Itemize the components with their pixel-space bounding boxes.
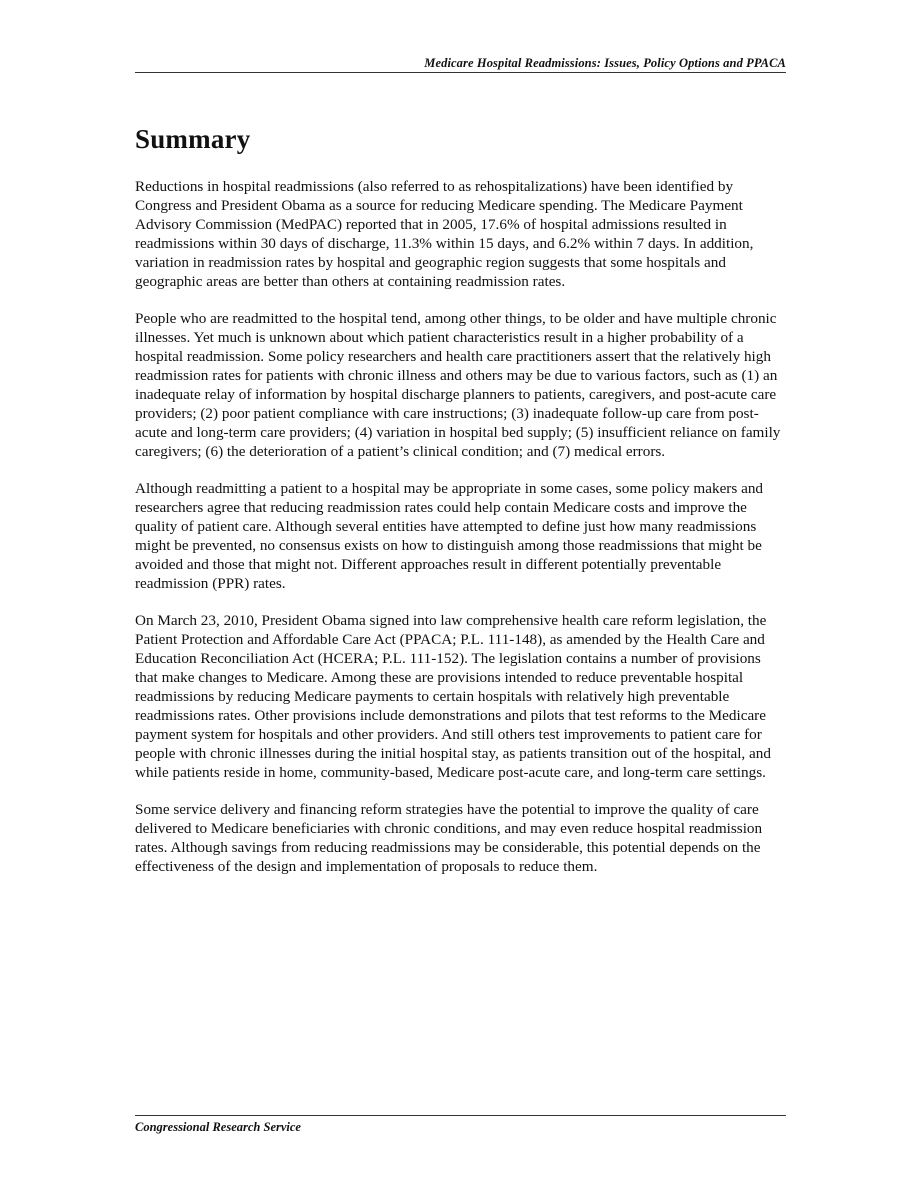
- paragraph-ppaca-provisions: On March 23, 2010, President Obama signed into law comprehensive health care reform legislation, the Patient Protection and Affordable Care Act (PPACA; P.L. 111-148), as amended by the Health Care and Education Reconciliation Act (HCERA; P.L. 111-152). The legislation contains a number of provisions that make changes to Medicare. Among these are provisions intended to reduce preventable hospital readmissions by reducing Medicare payments to certain hospitals with relatively high preventable readmissions rates. Other provisions include demonstrations and pilots that test reforms to the Medicare payment system for hospitals and other providers. And still others test improvements to patient care for people with chronic illnesses during the initial hospital stay, as patients transition out of the hospital, and while patients reside in home, community-based, Medicare post-acute care, and long-term care settings.: [135, 612, 771, 781]
- paragraph-reform-strategies: Some service delivery and financing reform strategies have the potential to improve the quality of care delivered to Medicare beneficiaries with chronic conditions, and may even reduce hospital readmission rates. Although savings from reducing readmissions may be considerable, this potential depends on the effectiveness of the design and implementation of proposals to reduce them.: [135, 801, 763, 875]
- paragraph-readmission-rates: Reductions in hospital readmissions (also referred to as rehospitalizations) have been identified by Congress and President Obama as a source for reducing Medicare spending. The Medicare Payment Advisory Commission (MedPAC) reported that in 2005, 17.6% of hospital admissions resulted in readmissions within 30 days of discharge, 11.3% within 15 days, and 6.2% within 7 days. In addition, variation in readmission rates by hospital and geographic region suggests that some hospitals and geographic areas are better than others at containing readmission rates.: [135, 178, 754, 290]
- paragraph-preventable-readmissions: Although readmitting a patient to a hospital may be appropriate in some cases, some policy makers and researchers agree that reducing readmission rates could help contain Medicare costs and improve the quality of patient care. Although several entities have attempted to define just how many readmissions might be prevented, no consensus exists on how to distinguish among those readmissions that might be avoided and those that might not. Different approaches result in different potentially preventable readmission (PPR) rates.: [135, 480, 764, 592]
- section-title: Summary: [135, 124, 251, 154]
- paragraph-readmission-factors: People who are readmitted to the hospital tend, among other things, to be older and have multiple chronic illnesses. Yet much is unknown about which patient characteristics result in a higher probability of a hospital readmission. Some policy researchers and health care practitioners assert that the relatively high readmission rates for patients with chronic illness and others may be due to various factors, such as (1) an inadequate relay of information by hospital discharge planners to patients, caregivers, and post-acute care providers; (2) poor patient compliance with care instructions; (3) inadequate follow-up care from post-acute and long-term care providers; (4) variation in hospital bed supply; (5) insufficient reliance on family caregivers; (6) the deterioration of a patient’s clinical condition; and (7) medical errors.: [135, 310, 781, 460]
- running-footer: Congressional Research Service: [135, 1120, 301, 1134]
- running-header: Medicare Hospital Readmissions: Issues, Policy Options and PPACA: [424, 56, 786, 70]
- header-divider: [135, 72, 786, 73]
- summary-body: [135, 177, 787, 894]
- footer-divider: [135, 1115, 786, 1116]
